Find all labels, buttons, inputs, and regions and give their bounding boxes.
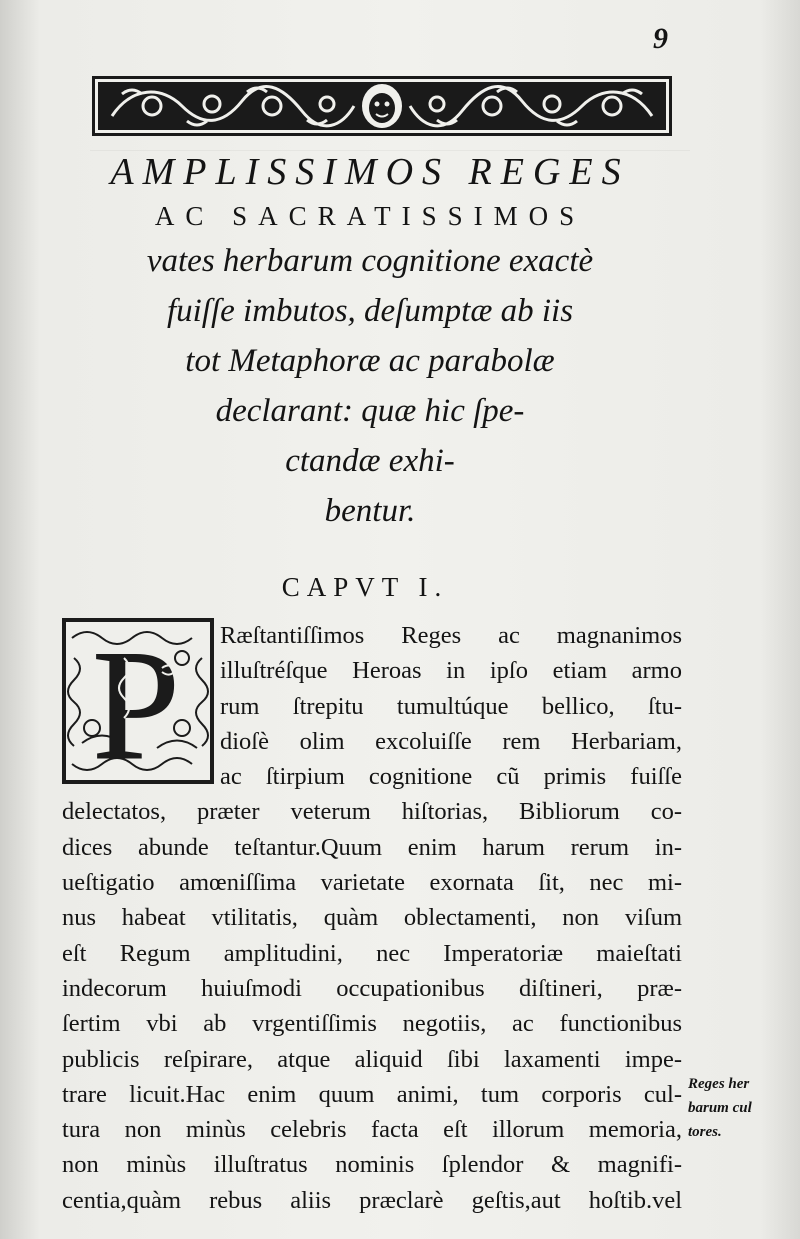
subtitle-line: tot Metaphoræ ac parabolæ: [185, 343, 555, 379]
body-line: eſt Regum amplitudini, nec Imperatoriæ maieſtati: [62, 939, 682, 967]
title-line-1: AMPLISSIMOS REGES: [110, 151, 630, 193]
body-line: tura non minùs celebris facta eſt illorum memoria,: [62, 1116, 682, 1144]
subtitle-line: fuiſſe imbutos, deſumptæ ab iis: [166, 293, 574, 329]
subtitle-line: vates herbarum cognitione exactè: [146, 243, 594, 279]
body-line: publicis reſpirare, atque aliquid ſibi laxamenti impe-: [62, 1045, 682, 1073]
title-block: [60, 148, 680, 536]
body-line: ac ſtirpium cognitione cũ primis fuiſſe: [220, 763, 682, 791]
title-line-2: AC SACRATISSIMOS: [154, 201, 586, 231]
page-number: 9: [653, 22, 668, 55]
body-line: non minùs illuſtratus nominis ſplendor & magnifi-: [62, 1151, 682, 1179]
body-line: delectatos, præter veterum hiſtorias, Bibliorum co-: [62, 798, 682, 826]
subtitle-line: ctandæ exhi-: [285, 443, 455, 479]
body-line: nus habeat vtilitatis, quàm oblectamenti, non viſum: [62, 904, 682, 932]
body-line: centia,quàm rebus aliis præclarè geſtis,aut hoſtib.vel: [62, 1186, 682, 1214]
floral-headpiece-icon: [92, 76, 672, 136]
body-line: Ræſtantiſſimos Reges ac magnanimos: [220, 622, 682, 649]
chapter-title: CAPVT I.: [281, 572, 449, 602]
subtitle-line: declarant: quæ hic ſpe-: [215, 393, 525, 429]
body-line: rum ſtrepitu tumultúque bellico, ſtu-: [220, 692, 682, 720]
body-line: dioſè olim excoluiſſe rem Herbariam,: [220, 727, 682, 755]
subtitle-line: bentur.: [324, 493, 416, 529]
body-line: ſertim vbi ab vrgentiſſimis negotiis, ac functionibus: [62, 1010, 682, 1038]
marginal-note-line: tores.: [688, 1124, 722, 1140]
marginal-note-line: barum cul: [688, 1100, 752, 1116]
marginal-note-line: Reges her: [688, 1076, 750, 1092]
body-line: indecorum huiuſmodi occupationibus diſtineri, præ-: [62, 974, 682, 1002]
marginal-note: [688, 1072, 788, 1144]
body-line: illuſtréſque Heroas in ipſo etiam armo: [220, 657, 682, 685]
body-line: trare licuit.Hac enim quum animi, tum corporis cul-: [62, 1080, 682, 1108]
body-line: ueſtigatio amœniſſima varietate exornata ſit, nec mi-: [62, 869, 682, 897]
drop-cap-letter: P: [92, 618, 180, 784]
body-paragraph: [62, 618, 682, 1218]
body-line: dices abunde teſtantur.Quum enim harum rerum in-: [62, 833, 682, 861]
